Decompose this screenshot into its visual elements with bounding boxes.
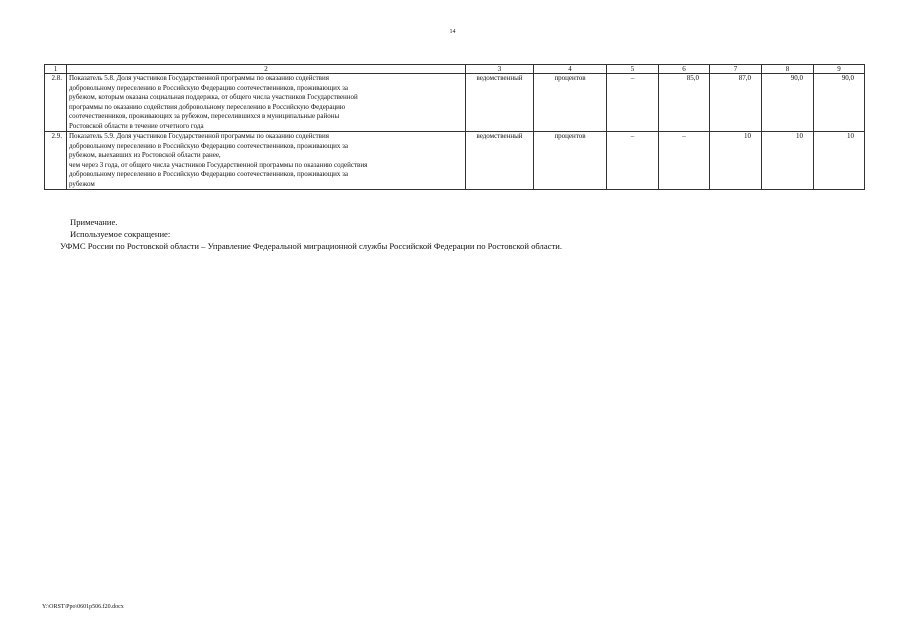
column-header: 1 xyxy=(45,65,67,74)
description-line: Показатель 5.9. Доля участников Государственной программы по оказанию содействия xyxy=(69,132,329,140)
column-header: 6 xyxy=(659,65,710,74)
description-line: рубежом xyxy=(69,179,95,188)
value-cell: 10 xyxy=(710,132,762,190)
value-cell: 90,0 xyxy=(814,74,865,132)
note-section xyxy=(60,216,850,252)
indicator-type: ведомственный xyxy=(466,132,534,190)
description-line: добровольному переселению в Российскую Федерацию соотечественников, проживающих за xyxy=(69,170,349,178)
description-line: рубежом, выехавших из Ростовской области ранее, xyxy=(69,151,221,159)
table-row xyxy=(45,74,865,132)
description-line: добровольному переселению в Российскую Федерацию соотечественников, проживающих за xyxy=(69,83,349,92)
column-header: 9 xyxy=(814,65,865,74)
value-cell: 10 xyxy=(814,132,865,190)
page-number: 14 xyxy=(449,29,456,35)
description-line: программы по оказанию содействия добровольному переселению в Российскую Федерацию xyxy=(69,102,346,111)
table-row xyxy=(45,132,865,190)
indicators-table xyxy=(44,64,865,190)
note-subtitle: Используемое сокращение: xyxy=(70,229,171,239)
value-cell: 10 xyxy=(762,132,814,190)
value-cell: 90,0 xyxy=(762,74,814,132)
note-abbreviation: УФМС России по Ростовской области – Управление Федеральной миграционной службы Российской Федерации по Ростовской области. xyxy=(60,241,562,251)
description-line: Показатель 5.8. Доля участников Государственной программы по оказанию содействия xyxy=(69,74,329,82)
indicator-description xyxy=(67,132,466,190)
column-header: 8 xyxy=(762,65,814,74)
description-line: добровольному переселению в Российскую Федерацию соотечественников, проживающих за xyxy=(69,141,349,150)
description-line: рубежом, которым оказана социальная поддержка, от общего числа участников Государственной xyxy=(69,93,358,101)
row-number: 2.9. xyxy=(45,132,67,190)
description-line: Ростовской области в течение отчетного года xyxy=(69,121,204,130)
value-cell: 87,0 xyxy=(710,74,762,132)
indicator-unit: процентов xyxy=(534,74,607,132)
row-number: 2.8. xyxy=(45,74,67,132)
indicator-unit: процентов xyxy=(534,132,607,190)
description-line: соотечественников, проживающих за рубежом, переселившихся в муниципальные районы xyxy=(69,112,340,120)
value-cell: – xyxy=(607,74,659,132)
indicator-type: ведомственный xyxy=(466,74,534,132)
value-cell: – xyxy=(659,132,710,190)
column-header: 7 xyxy=(710,65,762,74)
value-cell: – xyxy=(607,132,659,190)
column-header: 2 xyxy=(67,65,466,74)
table-header-row xyxy=(45,65,865,74)
column-header: 5 xyxy=(607,65,659,74)
column-header: 3 xyxy=(466,65,534,74)
footer-file-path: Y:\ORST\Ppo\0601p506.f20.docx xyxy=(42,604,124,610)
column-header: 4 xyxy=(534,65,607,74)
indicator-description xyxy=(67,74,466,132)
note-title: Примечание. xyxy=(70,217,118,227)
value-cell: 85,0 xyxy=(659,74,710,132)
description-line: чем через 3 года, от общего числа участников Государственной программы по оказанию содействия xyxy=(69,160,368,169)
